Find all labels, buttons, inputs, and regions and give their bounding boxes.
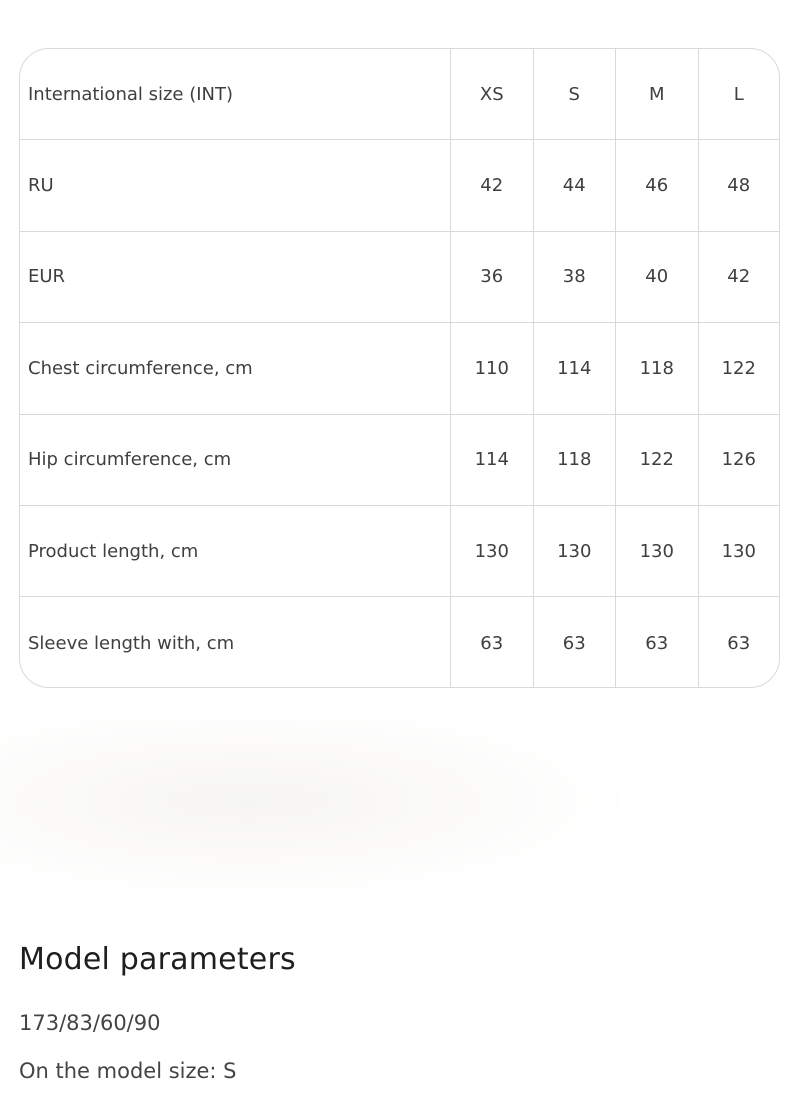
table-cell: 110 (451, 323, 534, 413)
size-table (19, 48, 780, 688)
table-cell: 42 (727, 266, 751, 288)
model-size-text: On the model size: S (19, 1059, 237, 1083)
table-row (20, 232, 779, 323)
header-size-l: L (733, 83, 744, 105)
table-row (20, 323, 779, 414)
table-cell: 130 (534, 506, 617, 596)
table-header-row (20, 49, 779, 140)
header-label: International size (INT) (20, 49, 451, 139)
background-smudge (0, 720, 620, 900)
table-cell: 114 (451, 415, 534, 505)
table-cell: 46 (616, 140, 699, 230)
table-cell: 118 (534, 415, 617, 505)
table-cell: 63 (534, 597, 617, 688)
table-cell: 42 (451, 140, 534, 230)
table-cell: 44 (534, 140, 617, 230)
table-cell: 38 (534, 232, 617, 322)
table-cell: 36 (451, 232, 534, 322)
table-cell: 130 (451, 506, 534, 596)
table-cell: 48 (727, 175, 751, 197)
table-row (20, 140, 779, 231)
row-label: RU (20, 140, 451, 230)
model-parameters-value: 173/83/60/90 (19, 1011, 161, 1035)
table-cell: 40 (616, 232, 699, 322)
table-cell: 114 (534, 323, 617, 413)
table-cell: 63 (616, 597, 699, 688)
table-row (20, 415, 779, 506)
table-cell: 122 (721, 357, 756, 379)
table-cell: 130 (721, 540, 756, 562)
row-label: Sleeve length with, cm (20, 597, 451, 688)
table-row (20, 506, 779, 597)
table-cell: 118 (616, 323, 699, 413)
header-size-xs: XS (451, 49, 534, 139)
table-cell: 122 (616, 415, 699, 505)
header-size-s: S (534, 49, 617, 139)
row-label: Product length, cm (20, 506, 451, 596)
table-row (20, 597, 779, 688)
table-cell: 63 (727, 632, 751, 654)
table-cell: 63 (451, 597, 534, 688)
table-cell: 130 (616, 506, 699, 596)
row-label: Chest circumference, cm (20, 323, 451, 413)
table-cell: 126 (721, 449, 756, 471)
header-size-m: M (616, 49, 699, 139)
row-label: EUR (20, 232, 451, 322)
model-parameters-title: Model parameters (19, 942, 296, 977)
row-label: Hip circumference, cm (20, 415, 451, 505)
